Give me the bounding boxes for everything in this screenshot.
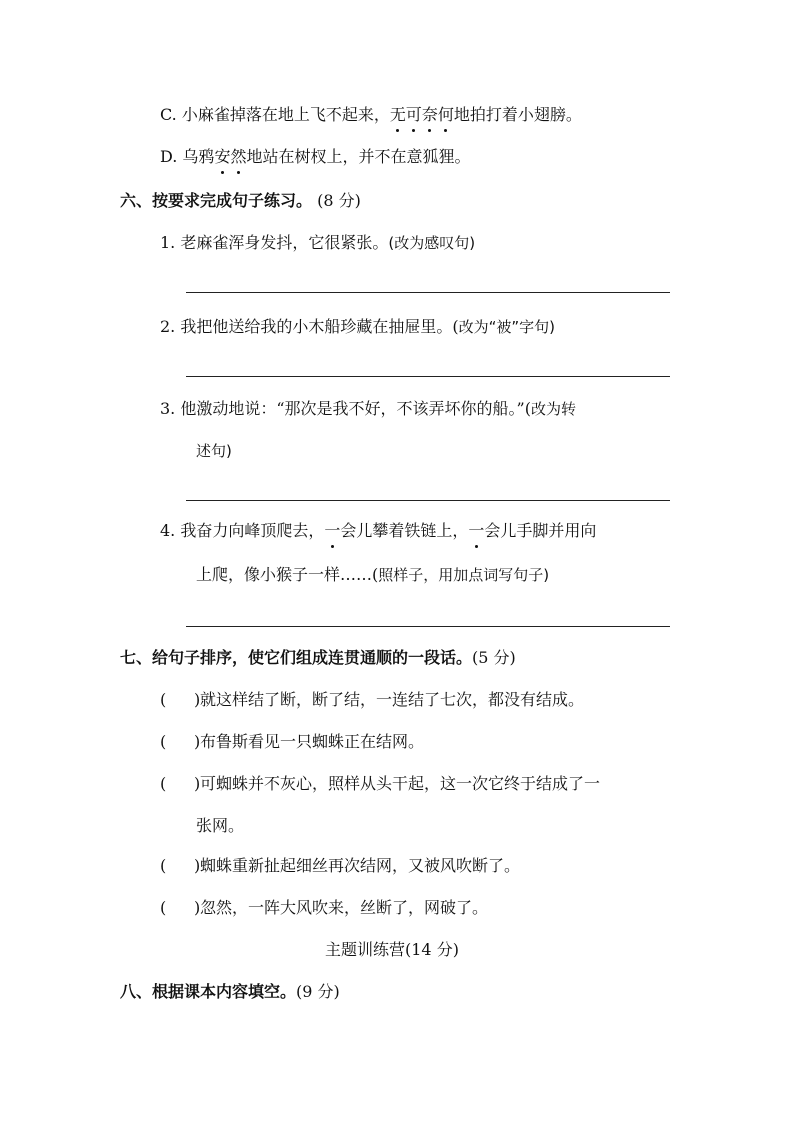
dotted-char: 奈 <box>421 105 438 124</box>
section-6-heading <box>120 190 361 212</box>
order-blank-close: ) <box>194 690 201 709</box>
question-3 <box>160 398 576 420</box>
option-c <box>160 104 582 126</box>
section-7-heading <box>120 647 516 669</box>
order-item-text: 忽然，一阵大风吹来，丝断了，网破了。 <box>200 898 489 917</box>
question-3-instruction: 改为转 <box>530 400 576 418</box>
theme-title: 主题训练营(14 分) <box>325 940 459 959</box>
question-4-mid1: 会儿攀着铁链上， <box>340 521 469 540</box>
question-4-mid2: 会儿手脚并用向 <box>484 521 597 540</box>
order-blank-open[interactable]: ( <box>160 732 167 751</box>
order-blank-open[interactable]: ( <box>160 690 167 709</box>
question-2-instruction: 改为“被”字句) <box>458 318 556 336</box>
question-2 <box>160 316 555 338</box>
question-4-paren: ( <box>372 565 379 584</box>
option-d-pre: D. 乌鸦 <box>160 147 215 166</box>
order-item-text: 蜘蛛重新扯起细丝再次结网，又被风吹断了。 <box>200 856 521 875</box>
question-3-paren: ( <box>524 399 531 418</box>
question-4 <box>160 520 596 542</box>
order-item <box>160 731 424 753</box>
section-8-heading <box>120 981 340 1003</box>
order-blank-open[interactable]: ( <box>160 898 167 917</box>
question-3-text: 3. 他激动地说：“那次是我不好，不该弄坏你的船。” <box>160 399 525 418</box>
order-blank-close: ) <box>194 732 201 751</box>
question-2-paren: ( <box>452 317 459 336</box>
order-blank-close: ) <box>194 898 201 917</box>
order-item <box>160 773 600 795</box>
option-c-post: 地拍打着小翅膀。 <box>453 105 582 124</box>
order-blank-close: ) <box>194 774 201 793</box>
answer-line-3[interactable] <box>186 500 670 501</box>
option-d <box>160 146 470 168</box>
question-1-instruction: (改为感叹句) <box>388 234 476 252</box>
section-7-score: (5 分) <box>472 648 516 667</box>
question-4-pre: 4. 我奋力向峰顶爬去， <box>160 521 325 540</box>
question-4-line2: 上爬，像小猴子一样…… <box>196 565 373 584</box>
section-6-title: 六、按要求完成句子练习。 <box>120 191 313 210</box>
order-item <box>160 855 520 877</box>
question-1 <box>160 232 475 254</box>
question-4-cont <box>196 564 549 586</box>
dotted-char: 安 <box>214 147 231 166</box>
answer-line-2[interactable] <box>186 376 670 377</box>
question-3-instruction-cont: 述句) <box>196 442 232 460</box>
dotted-char: 可 <box>405 105 422 124</box>
answer-line-4[interactable] <box>186 626 670 627</box>
question-1-text: 1. 老麻雀浑身发抖，它很紧张。 <box>160 233 389 252</box>
option-d-post: 地站在树杈上，并不在意狐狸。 <box>246 147 471 166</box>
dotted-char: 然 <box>230 147 247 166</box>
order-item <box>160 897 488 919</box>
dotted-char: 一 <box>468 521 485 540</box>
dotted-char: 无 <box>389 105 406 124</box>
section-6-score: (8 分) <box>317 191 361 210</box>
order-blank-open[interactable]: ( <box>160 774 167 793</box>
order-item-text: 可蜘蛛并不灰心，照样从头干起，这一次它终于结成了一 <box>200 774 601 793</box>
option-c-pre: C. 小麻雀掉落在地上飞不起来， <box>160 105 390 124</box>
order-item-text: 布鲁斯看见一只蜘蛛正在结网。 <box>200 732 425 751</box>
answer-line-1[interactable] <box>186 292 670 293</box>
order-item <box>160 689 584 711</box>
order-item-text: 就这样结了断，断了结，一连结了七次，都没有结成。 <box>200 690 585 709</box>
question-2-text: 2. 我把他送给我的小木船珍藏在抽屉里。 <box>160 317 453 336</box>
order-item-cont: 张网。 <box>196 816 245 835</box>
section-7-title: 七、给句子排序，使它们组成连贯通顺的一段话。 <box>120 648 473 667</box>
dotted-char: 何 <box>437 105 454 124</box>
dotted-char: 一 <box>324 521 341 540</box>
order-blank-close: ) <box>194 856 201 875</box>
section-8-title: 八、根据课本内容填空。 <box>120 982 297 1001</box>
section-8-score: (9 分) <box>296 982 340 1001</box>
question-4-instruction: 照样子，用加点词写句子) <box>378 566 550 584</box>
order-blank-open[interactable]: ( <box>160 856 167 875</box>
